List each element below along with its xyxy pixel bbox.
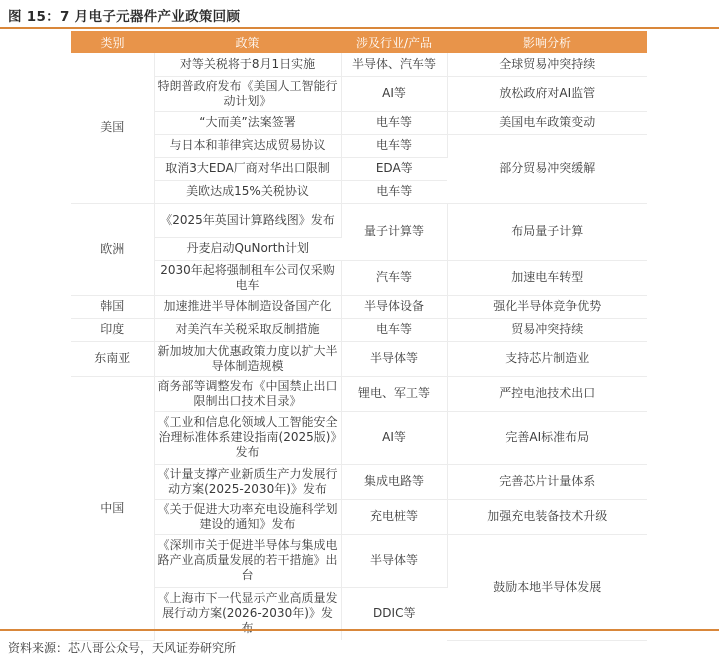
policy-cell: “大而美”法案签署 xyxy=(154,111,341,134)
table-row xyxy=(71,464,647,499)
impact-cell: 全球贸易冲突持续 xyxy=(447,53,647,76)
header-industry: 涉及行业/产品 xyxy=(341,31,447,53)
industry-cell: 半导体等 xyxy=(341,341,447,376)
industry-cell: 锂电、军工等 xyxy=(341,376,447,411)
industry-cell: 电车等 xyxy=(341,134,447,157)
table-row xyxy=(71,260,647,295)
industry-cell: 半导体、汽车等 xyxy=(341,53,447,76)
industry-cell: AI等 xyxy=(341,76,447,111)
policy-cell: 新加坡加大优惠政策力度以扩大半导体制造规模 xyxy=(154,341,341,376)
impact-cell: 布局量子计算 xyxy=(447,203,647,260)
table-row xyxy=(71,134,647,157)
impact-cell: 加速电车转型 xyxy=(447,260,647,295)
impact-cell: 完善芯片计量体系 xyxy=(447,464,647,499)
industry-cell: 半导体等 xyxy=(341,534,447,587)
region-cell: 印度 xyxy=(71,318,154,341)
industry-cell: 电车等 xyxy=(341,318,447,341)
source-note: 资料来源：芯八哥公众号，天风证券研究所 xyxy=(8,641,237,655)
industry-cell: EDA等 xyxy=(341,157,447,180)
table-row xyxy=(71,111,647,134)
impact-cell: 贸易冲突持续 xyxy=(447,318,647,341)
industry-cell: 半导体设备 xyxy=(341,295,447,318)
industry-cell: 集成电路等 xyxy=(341,464,447,499)
policy-cell: 商务部等调整发布《中国禁止出口限制出口技术目录》 xyxy=(154,376,341,411)
impact-cell: 放松政府对AI监管 xyxy=(447,76,647,111)
table-row xyxy=(71,534,647,587)
policy-table xyxy=(71,31,647,641)
table-row xyxy=(71,341,647,376)
table-row xyxy=(71,499,647,534)
region-cell: 美国 xyxy=(71,53,154,203)
region-cell: 中国 xyxy=(71,376,154,640)
table-row xyxy=(71,411,647,464)
bottom-rule xyxy=(0,629,719,631)
policy-cell: 丹麦启动QuNorth计划 xyxy=(154,237,341,260)
table-row xyxy=(71,318,647,341)
impact-cell: 完善AI标准布局 xyxy=(447,411,647,464)
top-rule xyxy=(0,27,719,29)
header-impact: 影响分析 xyxy=(447,31,647,53)
region-cell: 欧洲 xyxy=(71,203,154,295)
figure-title: 图 15：7 月电子元器件产业政策回顾 xyxy=(8,9,241,25)
header-category: 类别 xyxy=(71,31,154,53)
policy-cell: 《关于促进大功率充电设施科学划建设的通知》发布 xyxy=(154,499,341,534)
region-cell: 东南亚 xyxy=(71,341,154,376)
industry-cell: 电车等 xyxy=(341,111,447,134)
table-row xyxy=(71,376,647,411)
impact-cell: 支持芯片制造业 xyxy=(447,341,647,376)
impact-cell: 强化半导体竞争优势 xyxy=(447,295,647,318)
industry-cell: 量子计算等 xyxy=(341,203,447,260)
policy-cell: 加速推进半导体制造设备国产化 xyxy=(154,295,341,318)
policy-cell: 特朗普政府发布《美国人工智能行动计划》 xyxy=(154,76,341,111)
impact-cell: 美国电车政策变动 xyxy=(447,111,647,134)
region-cell: 韩国 xyxy=(71,295,154,318)
policy-cell: 取消3大EDA厂商对华出口限制 xyxy=(154,157,341,180)
policy-cell: 《工业和信息化领域人工智能安全治理标准体系建设指南(2025版)》发布 xyxy=(154,411,341,464)
policy-cell: 对美汽车关税采取反制措施 xyxy=(154,318,341,341)
impact-cell: 部分贸易冲突缓解 xyxy=(447,134,647,203)
table-row xyxy=(71,53,647,76)
policy-cell: 2030年起将强制租车公司仅采购电车 xyxy=(154,260,341,295)
industry-cell: 汽车等 xyxy=(341,260,447,295)
policy-cell: 《上海市下一代显示产业高质量发展行动方案(2026-2030年)》发布 xyxy=(154,587,341,640)
policy-cell: 《计量支撑产业新质生产力发展行动方案(2025-2030年)》发布 xyxy=(154,464,341,499)
policy-cell: 《2025年英国计算路线图》发布 xyxy=(154,203,341,237)
impact-cell: 鼓励本地半导体发展 xyxy=(447,534,647,640)
impact-cell: 严控电池技术出口 xyxy=(447,376,647,411)
policy-cell: 与日本和菲律宾达成贸易协议 xyxy=(154,134,341,157)
industry-cell: 充电桩等 xyxy=(341,499,447,534)
industry-cell: AI等 xyxy=(341,411,447,464)
table-row xyxy=(71,203,647,237)
impact-cell: 加强充电装备技术升级 xyxy=(447,499,647,534)
header-policy: 政策 xyxy=(154,31,341,53)
table-row xyxy=(71,295,647,318)
policy-cell: 对等关税将于8月1日实施 xyxy=(154,53,341,76)
industry-cell: DDIC等 xyxy=(373,606,416,621)
table-row xyxy=(71,76,647,111)
policy-cell: 美欧达成15%关税协议 xyxy=(154,180,341,203)
policy-cell: 《深圳市关于促进半导体与集成电路产业高质量发展的若干措施》出台 xyxy=(154,534,341,587)
header-row xyxy=(71,31,647,53)
industry-cell: 电车等 xyxy=(341,180,447,203)
